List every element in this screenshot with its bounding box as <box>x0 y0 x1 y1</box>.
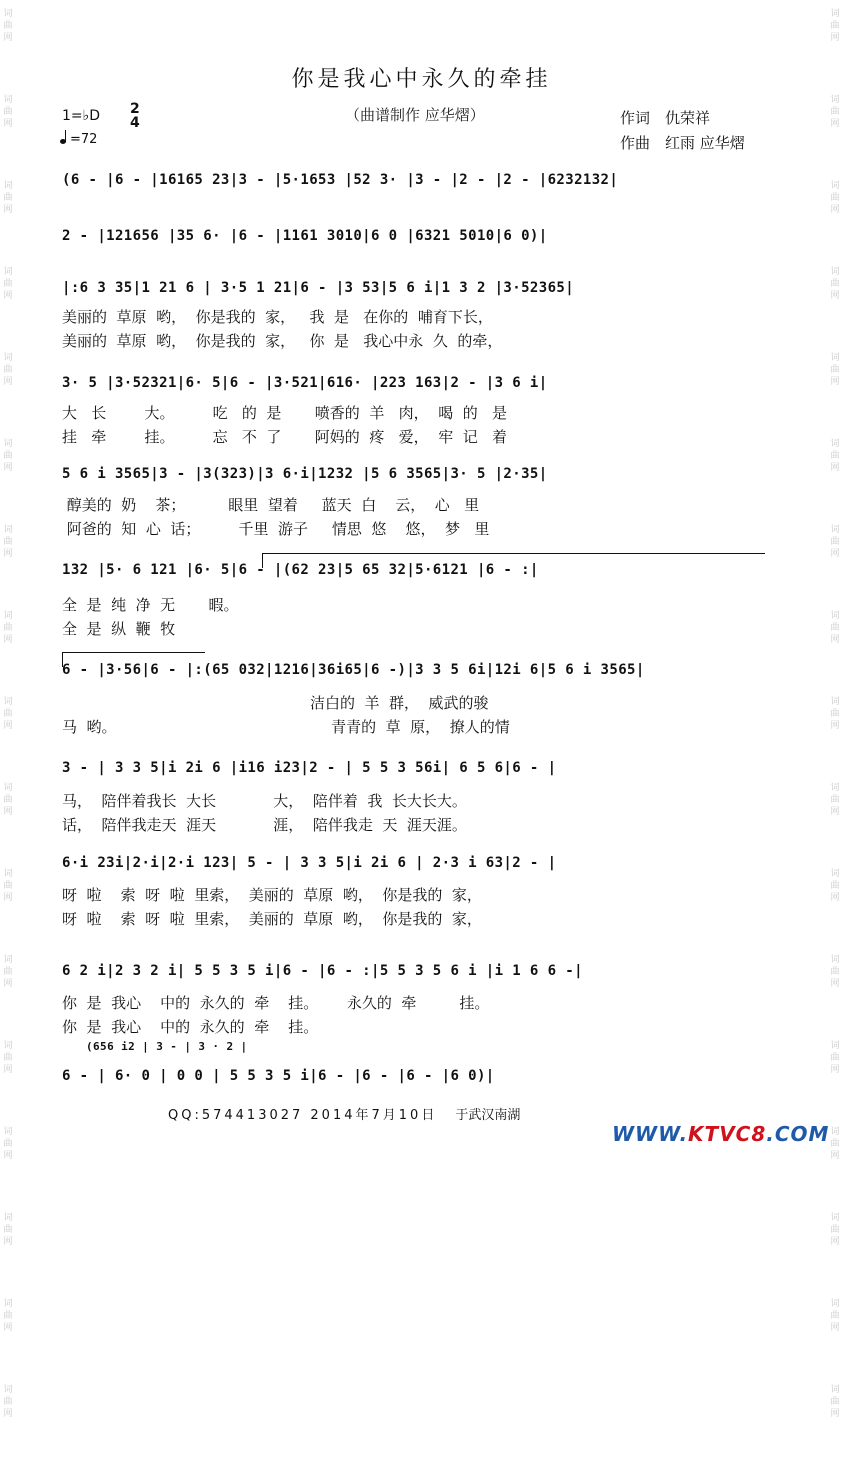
watermark-char: 曲 <box>830 623 840 633</box>
watermark-char: 网 <box>830 1065 840 1075</box>
watermark-char: 曲 <box>3 967 13 977</box>
lyric-line: 马 哟。 青青的 草 原， 撩人的情 <box>62 718 510 736</box>
watermark-unit <box>830 1040 839 1076</box>
watermark-char: 曲 <box>830 967 840 977</box>
watermark-unit <box>3 1212 12 1248</box>
watermark-char: 词 <box>3 267 13 277</box>
watermark-char: 词 <box>3 1213 13 1223</box>
notation-row: 6 2 i|2 3 2 i| 5 5 3 5 i|6 - |6 - :|5 5 3 5 6 i |i 1 6 6 -| <box>62 963 583 979</box>
watermark-char: 词 <box>3 181 13 191</box>
watermark-char: 词 <box>830 181 840 191</box>
watermark-char: 网 <box>830 1151 840 1161</box>
watermark-char: 网 <box>3 979 13 989</box>
watermark-char: 网 <box>830 635 840 645</box>
watermark-char: 曲 <box>3 709 13 719</box>
lyric-line: 醇美的 奶 茶； 眼里 望着 蓝天 白 云， 心 里 <box>62 496 480 514</box>
notation-row: 132 |5· 6 121 |6· 5|6 - |(62 23|5 65 32|5·6121 |6 - :| <box>62 562 539 578</box>
volta-bracket <box>62 652 205 667</box>
lyric-line: 话， 陪伴我走天 涯天 涯， 陪伴我走 天 涯天涯。 <box>62 816 467 834</box>
site-prefix: WWW. <box>612 1122 689 1146</box>
lyric-line: 洁白的 羊 群， 威武的骏 <box>62 694 489 712</box>
watermark-char: 网 <box>3 1323 13 1333</box>
watermark-char: 网 <box>3 1151 13 1161</box>
watermark-char: 曲 <box>3 193 13 203</box>
watermark-char: 曲 <box>3 107 13 117</box>
lyric-line: 你 是 我心 中的 永久的 牵 挂。 <box>62 1018 319 1036</box>
watermark-char: 曲 <box>3 1225 13 1235</box>
lyric-line: 美丽的 草原 哟， 你是我的 家， 你 是 我心中永 久 的牵， <box>62 332 503 350</box>
watermark-char: 曲 <box>830 1225 840 1235</box>
lyric-line: 挂 牵 挂。 忘 不 了 阿妈的 疼 爱， 牢 记 着 <box>62 428 508 446</box>
watermark-char: 网 <box>830 119 840 129</box>
watermark-char: 网 <box>830 291 840 301</box>
watermark-char: 曲 <box>3 1311 13 1321</box>
watermark-char: 词 <box>3 95 13 105</box>
watermark-unit <box>830 954 839 990</box>
watermark-char: 词 <box>830 783 840 793</box>
notation-row: 6 - | 6· 0 | 0 0 | 5 5 3 5 i|6 - |6 - |6 - |6 0)| <box>62 1068 495 1084</box>
notation-row: 5 6 i 3565|3 - |3(323)|3 6·i|1232 |5 6 3565|3· 5 |2·35| <box>62 466 548 482</box>
watermark-unit <box>3 1298 12 1334</box>
quarter-note-icon <box>60 139 66 144</box>
watermark-char: 词 <box>830 697 840 707</box>
watermark-char: 网 <box>830 721 840 731</box>
meter-top: 2 <box>130 101 140 117</box>
score-subtitle: （曲谱制作 应华熠） <box>345 106 485 124</box>
watermark-char: 网 <box>3 377 13 387</box>
notation-row: 2 - |121656 |35 6· |6 - |1161 3010|6 0 |6321 5010|6 0)| <box>62 228 548 244</box>
watermark-char: 词 <box>830 1299 840 1309</box>
time-signature <box>130 102 140 130</box>
lyric-line: 大 长 大。 吃 的 是 喷香的 羊 肉， 喝 的 是 <box>62 404 508 422</box>
watermark-char: 词 <box>3 869 13 879</box>
credits <box>620 106 745 156</box>
watermark-char: 网 <box>3 893 13 903</box>
watermark-char: 曲 <box>830 1311 840 1321</box>
watermark-char: 网 <box>3 635 13 645</box>
watermark-unit <box>3 1126 12 1162</box>
watermark-char: 词 <box>3 1127 13 1137</box>
watermark-char: 词 <box>830 869 840 879</box>
watermark-unit <box>830 1126 839 1162</box>
watermark-char: 词 <box>3 611 13 621</box>
watermark-char: 网 <box>830 463 840 473</box>
watermark-char: 词 <box>3 955 13 965</box>
watermark-unit <box>3 266 12 302</box>
watermark-unit <box>830 352 839 388</box>
watermark-char: 词 <box>830 267 840 277</box>
watermark-char: 词 <box>830 525 840 535</box>
notation-row: 3· 5 |3·52321|6· 5|6 - |3·521|616· |223 163|2 - |3 6 i| <box>62 375 548 391</box>
watermark-char: 网 <box>830 205 840 215</box>
watermark-unit <box>3 696 12 732</box>
watermark-char: 词 <box>3 353 13 363</box>
notation-row: (6 - |6 - |16165 23|3 - |5·1653 |52 3· |3 - |2 - |2 - |6232132| <box>62 172 619 188</box>
watermark-unit <box>830 1384 839 1420</box>
watermark-unit <box>830 180 839 216</box>
watermark-char: 曲 <box>3 795 13 805</box>
watermark-char: 曲 <box>830 107 840 117</box>
tempo-marking <box>60 132 97 147</box>
watermark-char: 网 <box>3 807 13 817</box>
watermark-char: 曲 <box>830 1397 840 1407</box>
watermark-char: 词 <box>3 525 13 535</box>
watermark-char: 词 <box>3 697 13 707</box>
watermark-char: 网 <box>830 979 840 989</box>
watermark-char: 曲 <box>830 279 840 289</box>
watermark-char: 曲 <box>3 881 13 891</box>
watermark-char: 曲 <box>830 537 840 547</box>
watermark-char: 网 <box>830 1323 840 1333</box>
watermark-char: 网 <box>3 119 13 129</box>
watermark-unit <box>3 438 12 474</box>
site-logo <box>612 1122 829 1146</box>
watermark-char: 词 <box>830 1385 840 1395</box>
watermark-left <box>0 0 16 1419</box>
watermark-char: 曲 <box>3 279 13 289</box>
watermark-unit <box>830 438 839 474</box>
watermark-char: 词 <box>830 95 840 105</box>
composer: 作曲 红雨 应华熠 <box>620 134 745 152</box>
watermark-char: 曲 <box>3 21 13 31</box>
watermark-char: 网 <box>3 721 13 731</box>
watermark-unit <box>830 524 839 560</box>
watermark-char: 曲 <box>3 537 13 547</box>
watermark-unit <box>3 1040 12 1076</box>
watermark-char: 曲 <box>830 709 840 719</box>
notation-row-small: (656 i2 | 3 - | 3 · 2 | <box>86 1040 248 1053</box>
watermark-char: 词 <box>830 955 840 965</box>
lyric-line: 马， 陪伴着我长 大长 大， 陪伴着 我 长大长大。 <box>62 792 467 810</box>
tempo-value: =72 <box>70 132 98 147</box>
notation-row: 3 - | 3 3 5|i 2i 6 |i16 i23|2 - | 5 5 3 56i| 6 5 6|6 - | <box>62 760 557 776</box>
watermark-char: 词 <box>3 1385 13 1395</box>
watermark-char: 曲 <box>830 795 840 805</box>
watermark-char: 词 <box>830 1127 840 1137</box>
watermark-char: 网 <box>3 291 13 301</box>
watermark-unit <box>830 696 839 732</box>
score-title: 你是我心中永久的牵挂 <box>291 67 552 92</box>
watermark-unit <box>3 94 12 130</box>
meter-bottom: 4 <box>130 115 140 131</box>
watermark-unit <box>3 782 12 818</box>
watermark-unit <box>3 1384 12 1420</box>
watermark-char: 网 <box>3 1237 13 1247</box>
footer-contact: QQ:574413027 2014年7月10日 <box>168 1108 438 1123</box>
watermark-char: 曲 <box>3 623 13 633</box>
watermark-char: 词 <box>3 9 13 19</box>
watermark-char: 曲 <box>830 881 840 891</box>
watermark-unit <box>3 524 12 560</box>
watermark-char: 网 <box>3 205 13 215</box>
watermark-char: 曲 <box>830 21 840 31</box>
watermark-char: 网 <box>3 33 13 43</box>
watermark-char: 曲 <box>3 1139 13 1149</box>
watermark-char: 词 <box>830 353 840 363</box>
watermark-unit <box>3 868 12 904</box>
notation-row: 6 - |3·56|6 - |:(65 032|1216|36i65|6 -)|3 3 5 6i|12i 6|5 6 i 3565| <box>62 662 645 678</box>
watermark-char: 曲 <box>830 1053 840 1063</box>
lyric-line: 你 是 我心 中的 永久的 牵 挂。 永久的 牵 挂。 <box>62 994 490 1012</box>
watermark-char: 曲 <box>3 451 13 461</box>
notation-row: 6·i 23i|2·i|2·i 123| 5 - | 3 3 5|i 2i 6 | 2·3 i 63|2 - | <box>62 855 557 871</box>
watermark-unit <box>830 1212 839 1248</box>
watermark-char: 曲 <box>830 451 840 461</box>
watermark-char: 网 <box>830 1409 840 1419</box>
watermark-char: 网 <box>830 807 840 817</box>
watermark-char: 网 <box>3 1409 13 1419</box>
watermark-char: 曲 <box>830 193 840 203</box>
lyric-line: 全 是 纯 净 无 暇。 <box>62 596 239 614</box>
site-suffix: .COM <box>766 1122 830 1146</box>
footer-info <box>168 1104 520 1123</box>
watermark-unit <box>830 782 839 818</box>
notation-row: |:6 3 35|1 21 6 | 3·5 1 21|6 - |3 53|5 6 i|1 3 2 |3·52365| <box>62 280 575 296</box>
watermark-char: 网 <box>3 1065 13 1075</box>
watermark-char: 词 <box>830 611 840 621</box>
watermark-char: 词 <box>830 439 840 449</box>
watermark-unit <box>3 352 12 388</box>
key-signature: 1=♭D <box>62 108 101 124</box>
watermark-right <box>827 0 843 1419</box>
watermark-char: 网 <box>830 549 840 559</box>
watermark-char: 曲 <box>830 365 840 375</box>
lyricist: 作词 仇荣祥 <box>620 109 711 127</box>
site-name: KTVC8 <box>688 1122 767 1146</box>
lyric-line: 呀 啦 索 呀 啦 里索， 美丽的 草原 哟， 你是我的 家， <box>62 886 482 904</box>
watermark-unit <box>830 868 839 904</box>
watermark-char: 网 <box>3 549 13 559</box>
lyric-line: 美丽的 草原 哟， 你是我的 家， 我 是 在你的 哺育下长， <box>62 308 493 326</box>
watermark-unit <box>3 180 12 216</box>
watermark-unit <box>3 610 12 646</box>
watermark-char: 词 <box>3 1041 13 1051</box>
watermark-char: 词 <box>830 1213 840 1223</box>
watermark-char: 网 <box>3 463 13 473</box>
watermark-char: 词 <box>3 439 13 449</box>
watermark-char: 网 <box>830 893 840 903</box>
watermark-unit <box>3 8 12 44</box>
watermark-char: 曲 <box>3 365 13 375</box>
watermark-char: 网 <box>830 33 840 43</box>
watermark-unit <box>830 94 839 130</box>
watermark-char: 曲 <box>830 1139 840 1149</box>
watermark-unit <box>830 266 839 302</box>
watermark-char: 词 <box>830 9 840 19</box>
watermark-char: 词 <box>3 783 13 793</box>
watermark-unit <box>830 1298 839 1334</box>
volta-bracket <box>262 553 765 568</box>
watermark-char: 网 <box>830 377 840 387</box>
watermark-unit <box>830 610 839 646</box>
watermark-char: 词 <box>830 1041 840 1051</box>
watermark-char: 网 <box>830 1237 840 1247</box>
lyric-line: 阿爸的 知 心 话； 千里 游子 情思 悠 悠， 梦 里 <box>62 520 490 538</box>
lyric-line: 呀 啦 索 呀 啦 里索， 美丽的 草原 哟， 你是我的 家， <box>62 910 482 928</box>
watermark-char: 词 <box>3 1299 13 1309</box>
lyric-line: 全 是 纵 鞭 牧 <box>62 620 176 638</box>
watermark-unit <box>3 954 12 990</box>
watermark-unit <box>830 8 839 44</box>
watermark-char: 曲 <box>3 1053 13 1063</box>
footer-place: 于武汉南湖 <box>455 1108 521 1123</box>
watermark-char: 曲 <box>3 1397 13 1407</box>
